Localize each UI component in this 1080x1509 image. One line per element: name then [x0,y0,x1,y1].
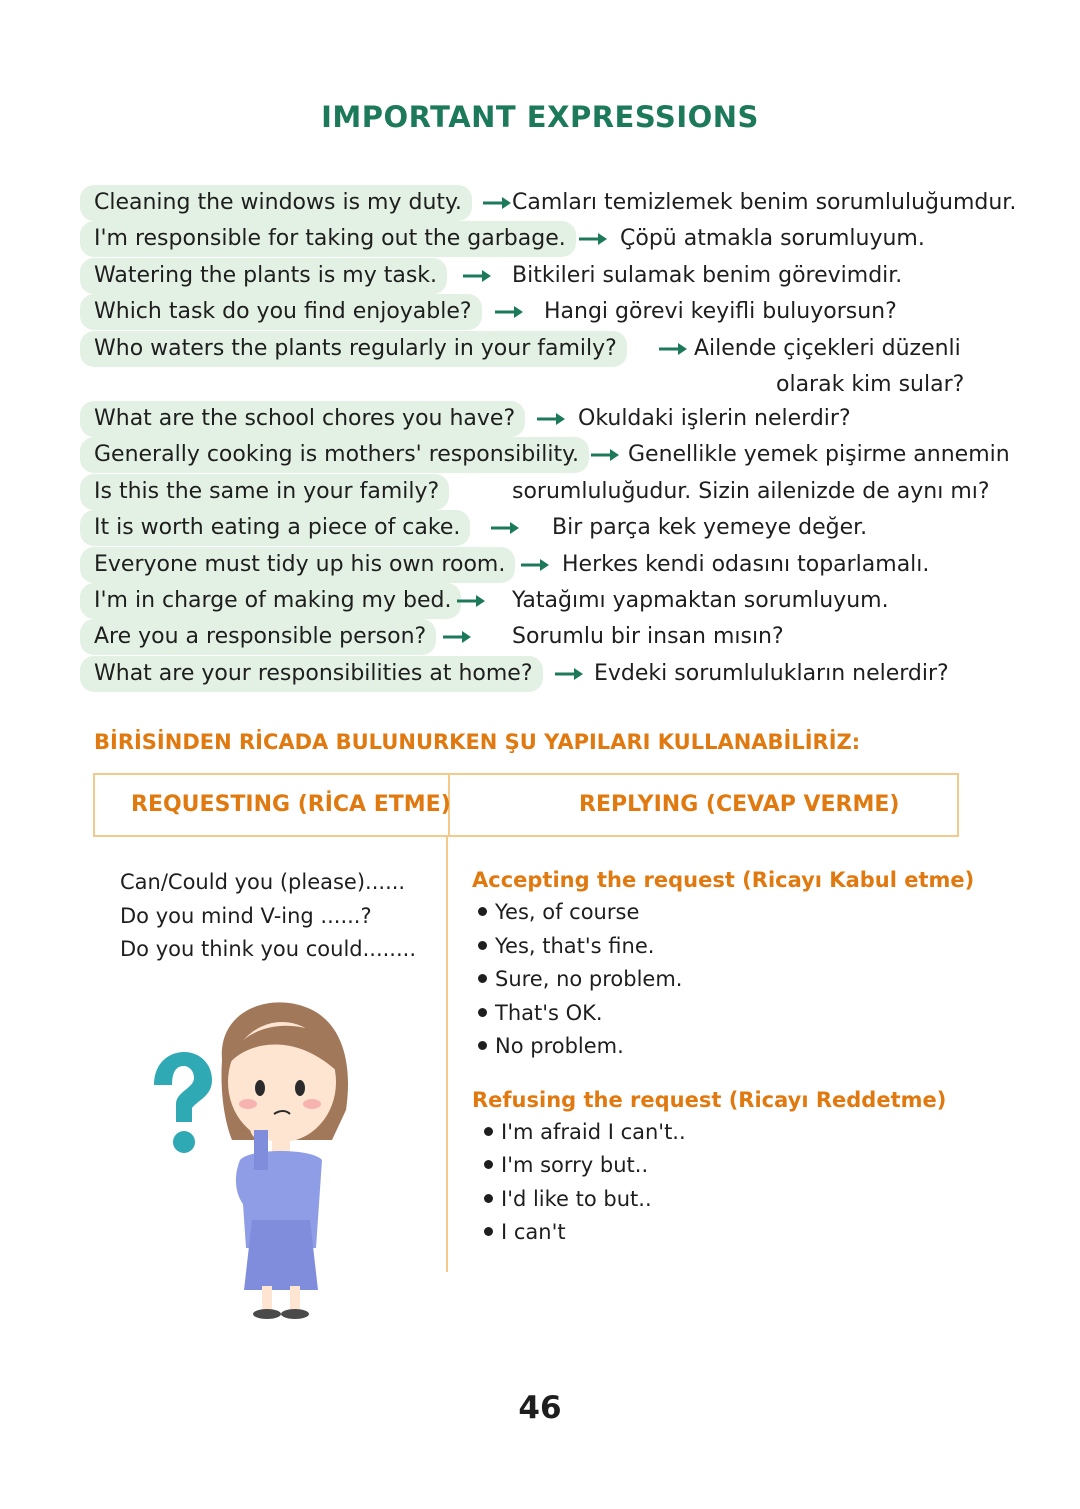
arrow-icon [456,583,490,619]
expressions-list [80,185,1020,692]
requesting-list [120,866,416,967]
expression-turkish: Hangi görevi keyifli buluyorsun? [544,299,897,325]
expression-row [80,510,1020,546]
list-item [472,896,972,930]
list-item [472,1149,972,1183]
bullet-icon [484,1127,493,1136]
expression-turkish: Bitkileri sulamak benim görevimdir. [512,262,903,288]
arrow-icon [490,510,524,546]
expression-row [80,258,1020,294]
expression-row [80,619,1020,655]
expression-english: Watering the plants is my task. [80,258,447,294]
expression-row [80,294,1020,330]
expression-row [80,185,1020,221]
column-header-requesting: REQUESTING (RİCA ETME) [131,792,451,817]
bullet-icon [478,941,487,950]
expression-english: Cleaning the windows is my duty. [80,185,472,221]
refusing-item: I'd like to but.. [501,1186,652,1211]
accepting-list [472,896,972,1064]
expression-english: What are your responsibilities at home? [80,656,543,692]
expression-turkish: Herkes kendi odasını toparlamalı. [562,551,930,577]
page-number: 46 [518,1390,562,1426]
expression-turkish: sorumluluğudur. Sizin ailenizde de aynı mı? [512,478,990,504]
list-item [472,1183,972,1217]
expression-english: Generally cooking is mothers' responsibility. [80,437,589,473]
expression-row [80,474,1020,510]
arrow-icon [554,656,588,692]
expression-row [80,331,1020,367]
expression-turkish: Yatağımı yapmaktan sorumluyum. [512,587,889,613]
expression-english: I'm in charge of making my bed. [80,583,461,619]
expression-english: Which task do you find enjoyable? [80,294,482,330]
table-header [93,773,959,837]
thinking-woman-illustration [140,990,370,1320]
replying-section [472,864,975,1250]
expression-turkish: Camları temizlemek benim sorumluluğumdur. [512,190,1017,215]
refusing-list [472,1116,972,1250]
list-item [472,997,972,1031]
list-item [472,963,972,997]
accepting-item: Yes, of course [495,900,640,924]
refusing-item: I can't [501,1220,566,1244]
requesting-item: Do you mind V-ing ......? [120,903,372,928]
page-title: IMPORTANT EXPRESSIONS [321,100,759,134]
list-item [472,930,972,964]
requesting-item: Can/Could you (please)...... [120,870,406,894]
expression-row-continuation [80,367,1020,401]
requests-heading: BİRİSİNDEN RİCADA BULUNURKEN ŞU YAPILARI KULLANABİLİRİZ: [94,730,861,754]
arrow-icon [482,185,516,221]
expression-turkish: Sorumlu bir insan mısın? [512,624,784,650]
arrow-icon [442,619,476,655]
expression-turkish: Ailende çiçekleri düzenli [694,335,961,361]
expression-turkish: Okuldaki işlerin nelerdir? [578,405,851,431]
refusing-title: Refusing the request (Ricayı Reddetme) [472,1087,947,1112]
accepting-item: Yes, that's fine. [495,933,655,958]
refusing-item: I'm afraid I can't.. [501,1119,686,1144]
expression-turkish: Genellikle yemek pişirme annemin [628,442,1010,468]
list-item [472,1030,972,1064]
expression-english: Is this the same in your family? [80,474,449,510]
arrow-icon [536,401,570,437]
list-item [472,1216,972,1250]
arrow-icon [578,221,612,257]
bullet-icon [484,1227,493,1236]
arrow-icon [658,331,692,367]
bullet-icon [484,1194,493,1203]
expression-english: What are the school chores you have? [80,401,525,437]
bullet-icon [478,1041,487,1050]
bullet-icon [478,974,487,983]
arrow-icon [494,294,528,330]
expression-english: I'm responsible for taking out the garbage. [80,221,576,257]
expression-row [80,656,1020,692]
arrow-icon [590,437,624,473]
refusing-item: I'm sorry but.. [501,1153,649,1177]
question-mark-icon [154,1052,212,1153]
accepting-item: That's OK. [495,1000,603,1025]
column-header-replying: REPLYING (CEVAP VERME) [579,792,900,817]
expression-row [80,401,1020,437]
woman-figure [221,1002,348,1319]
expression-english: Everyone must tidy up his own room. [80,547,515,583]
expression-row [80,583,1020,619]
expression-english: It is worth eating a piece of cake. [80,510,470,546]
requesting-item: Do you think you could........ [120,937,417,961]
list-item [472,1116,972,1150]
accepting-item: No problem. [495,1034,624,1058]
expression-row [80,547,1020,583]
expression-turkish: olarak kim sular? [776,371,965,397]
bullet-icon [478,907,487,916]
table-column-divider [446,837,448,1272]
expression-turkish: Çöpü atmakla sorumluyum. [620,226,925,252]
arrow-icon [520,547,554,583]
expression-row [80,221,1020,257]
expression-english: Who waters the plants regularly in your family? [80,331,627,367]
expression-turkish: Bir parça kek yemeye değer. [552,515,868,541]
accepting-title: Accepting the request (Ricayı Kabul etme) [472,868,975,892]
accepting-item: Sure, no problem. [495,967,683,991]
expression-row [80,437,1020,473]
bullet-icon [478,1008,487,1017]
arrow-icon [462,258,496,294]
expression-english: Are you a responsible person? [80,619,436,655]
expression-turkish: Evdeki sorumlulukların nelerdir? [594,660,949,686]
bullet-icon [484,1160,493,1169]
